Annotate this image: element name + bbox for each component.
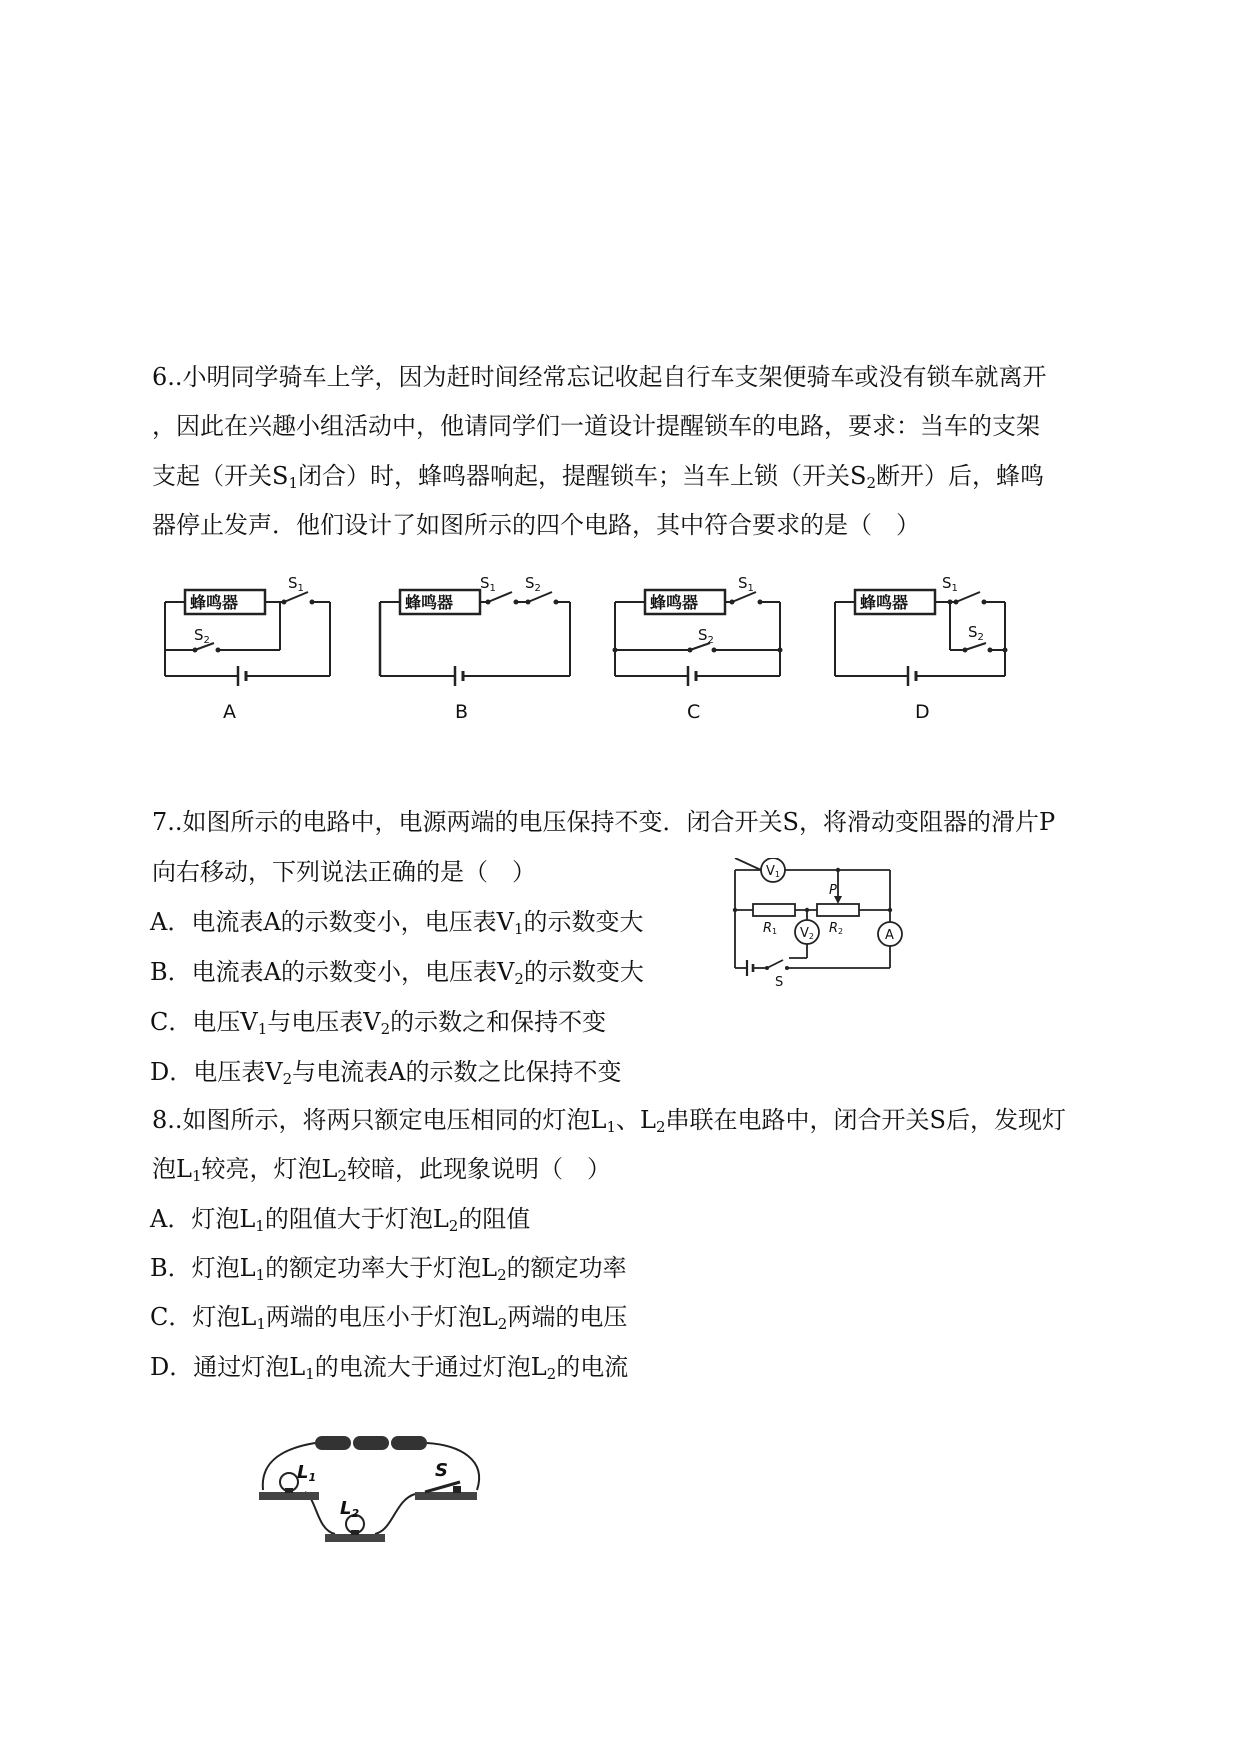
l1-label: L [297, 1462, 309, 1483]
option-text: 与电流表A的示数之比保持不变 [292, 1058, 622, 1086]
subscript: 1 [772, 927, 778, 936]
subscript: 2 [380, 1020, 391, 1038]
q8-option-a [150, 1205, 530, 1233]
q7-option-b [150, 958, 644, 986]
option-text: 的示数变大 [523, 908, 644, 936]
subscript: 1 [308, 1471, 317, 1484]
subscript: 2 [655, 1118, 666, 1136]
subscript: 1 [257, 1020, 268, 1038]
option-text: 与电压表V [267, 1008, 381, 1036]
subscript: 2 [337, 1167, 347, 1185]
q6-text-line-3 [152, 462, 1044, 490]
subscript: 2 [497, 1315, 508, 1333]
buzzer-label: 蜂鸣器 [650, 593, 699, 612]
option-text: 两端的电压小于灯泡L [265, 1303, 498, 1331]
q7-text-line-1: 7..如图所示的电路中，电源两端的电压保持不变．闭合开关S，将滑动变阻器的滑片P [152, 808, 1056, 836]
option-text: 的额定功率 [506, 1254, 627, 1282]
subscript: 2 [351, 1507, 360, 1520]
circuit-label-d: D [915, 701, 930, 723]
subscript: 1 [256, 1315, 266, 1333]
circuit-label-b: B [455, 701, 469, 723]
q6-text-fragment: 断开）后，蜂鸣 [876, 462, 1044, 490]
subscript: 2 [866, 474, 876, 492]
subscript: 2 [282, 1070, 293, 1088]
option-text: B．电流表A的示数变小，电压表V [150, 958, 515, 986]
option-text: 的示数变大 [523, 958, 644, 986]
svg-text:L2 [340, 1498, 359, 1520]
subscript: 1 [489, 583, 496, 594]
q7-option-d [150, 1058, 621, 1086]
q8-text-fragment: 泡L [152, 1155, 192, 1183]
q8-option-d [150, 1353, 628, 1381]
switch-s1-label: S [942, 574, 952, 592]
q7-option-a [150, 908, 644, 936]
buzzer-label: 蜂鸣器 [860, 593, 909, 612]
svg-text:S2 [194, 626, 210, 646]
q8-text-fragment: 较亮，灯泡L [201, 1155, 338, 1183]
subscript: 1 [305, 1365, 315, 1383]
subscript: 2 [546, 1365, 557, 1383]
option-text: 的示数之和保持不变 [390, 1008, 607, 1036]
rheostat-r2 [817, 904, 859, 916]
v2-label: V [800, 926, 809, 941]
subscript: 2 [808, 932, 814, 941]
q6-text-line-2: ，因此在兴趣小组活动中，他请同学们一道设计提醒锁车的电路，要求：当车的支架 [152, 412, 1040, 440]
switch-s1-label: S [288, 574, 298, 592]
r1-label: R [763, 921, 773, 936]
subscript: 2 [534, 583, 541, 594]
svg-text:S1 [942, 574, 958, 594]
q8-text-fragment: 8..如图所示，将两只额定电压相同的灯泡L [152, 1106, 607, 1134]
buzzer-label: 蜂鸣器 [190, 593, 239, 612]
svg-text:S1 [738, 574, 754, 594]
option-text: A．电流表A的示数变小，电压表V [150, 908, 514, 936]
switch-s1-label: S [480, 574, 490, 592]
option-text: 的电流 [556, 1353, 629, 1381]
battery-pack-icon [315, 1436, 427, 1450]
buzzer-label: 蜂鸣器 [405, 593, 454, 612]
subscript: 1 [255, 1266, 266, 1284]
q6-circuit-diagrams [150, 570, 1100, 730]
svg-text:V2 [800, 926, 814, 941]
subscript: 2 [838, 927, 844, 936]
switch-s-label: S [775, 975, 784, 990]
v1-label: V [766, 864, 775, 879]
subscript: 1 [297, 583, 304, 594]
subscript: 1 [747, 583, 754, 594]
switch-s-icon [415, 1482, 477, 1500]
switch-label: S [435, 1460, 448, 1481]
subscript: 1 [288, 474, 298, 492]
q8-text-line-1 [152, 1106, 1066, 1134]
r2-label: R [829, 921, 839, 936]
option-text: 两端的电压 [507, 1303, 628, 1331]
switch-s1-label: S [738, 574, 748, 592]
switch-s2-label: S [698, 626, 708, 644]
q6-text-line-4: 器停止发声．他们设计了如图所示的四个电路，其中符合要求的是（ ） [152, 511, 920, 539]
q8-text-line-2 [152, 1155, 611, 1183]
subscript: 2 [497, 1266, 507, 1284]
q8-text-fragment: 串联在电路中，闭合开关S后，发现灯 [665, 1106, 1066, 1134]
option-text: D．通过灯泡L [150, 1353, 306, 1381]
option-text: 的电流大于通过灯泡L [314, 1353, 547, 1381]
svg-text:S1 [288, 574, 304, 594]
subscript: 2 [707, 635, 714, 646]
q7-circuit-diagram [725, 858, 905, 990]
subscript: 1 [191, 1167, 202, 1185]
switch-s2-label: S [194, 626, 204, 644]
option-text: C．电压V [150, 1008, 258, 1036]
subscript: 2 [448, 1217, 459, 1235]
resistor-r1 [753, 904, 795, 916]
q7-option-c [150, 1008, 606, 1036]
option-text: C．灯泡L [150, 1303, 257, 1331]
q8-text-fragment: 较暗，此现象说明（ ） [346, 1155, 611, 1183]
circuit-label-a: A [223, 701, 236, 723]
subscript: 1 [606, 1118, 617, 1136]
svg-text:S2 [698, 626, 714, 646]
q6-text-line-1: 6..小明同学骑车上学，因为赶时间经常忘记收起自行车支架便骑车或没有锁车就离开 [152, 363, 1047, 391]
q8-circuit-illustration [255, 1430, 495, 1560]
q8-option-b [150, 1254, 627, 1282]
option-text: B．灯泡L [150, 1254, 256, 1282]
svg-text:V1 [766, 864, 780, 879]
svg-text:R2 [829, 921, 843, 936]
svg-text:S2 [525, 574, 541, 594]
q6-text-fragment: 闭合）时，蜂鸣器响起，提醒锁车；当车上锁（开关S [298, 462, 867, 490]
l2-label: L [340, 1498, 352, 1519]
ammeter-label: A [885, 928, 894, 943]
svg-text:S1 [480, 574, 496, 594]
subscript: 1 [951, 583, 958, 594]
q6-text-fragment: 支起（开关S [152, 462, 289, 490]
subscript: 2 [977, 632, 984, 643]
q8-text-fragment: 、L [616, 1106, 656, 1134]
q7-text-line-2: 向右移动，下列说法正确的是（ ） [152, 858, 536, 886]
subscript: 1 [514, 920, 524, 938]
subscript: 2 [514, 970, 524, 988]
circuit-label-c: C [687, 701, 701, 723]
option-text: 的额定功率大于灯泡L [265, 1254, 498, 1282]
switch-s2-label: S [525, 574, 535, 592]
q8-option-c [150, 1303, 627, 1331]
switch-s2-label: S [968, 623, 978, 641]
option-text: D．电压表V [150, 1058, 283, 1086]
option-text: A．灯泡L [150, 1205, 256, 1233]
slider-p-label: P [829, 883, 837, 898]
subscript: 2 [203, 635, 210, 646]
subscript: 1 [774, 870, 780, 879]
svg-text:L1 [297, 1462, 316, 1484]
option-text: 的阻值大于灯泡L [264, 1205, 449, 1233]
subscript: 1 [255, 1217, 265, 1235]
svg-text:S2 [968, 623, 984, 643]
option-text: 的阻值 [458, 1205, 531, 1233]
svg-text:R1 [763, 921, 777, 936]
